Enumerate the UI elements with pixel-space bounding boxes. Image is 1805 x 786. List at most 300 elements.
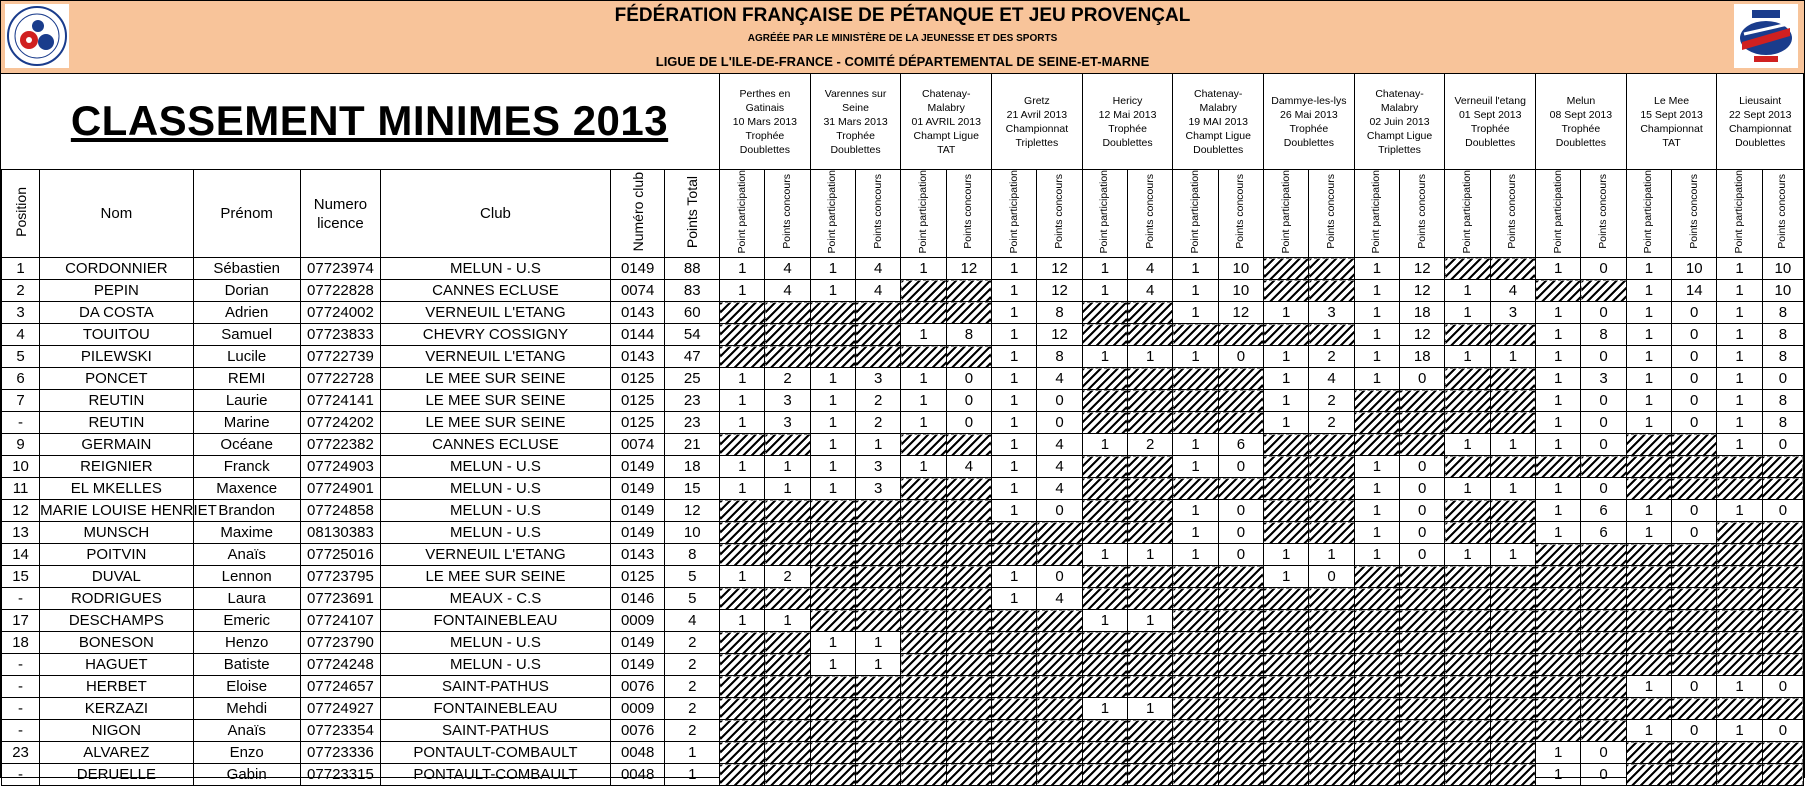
cell-hatched-empty (1128, 720, 1173, 742)
cell-hatched-empty (1309, 456, 1354, 478)
cell-point-participation: 1 (1354, 478, 1399, 500)
cell-hatched-empty (720, 676, 765, 698)
table-row (2, 478, 1804, 500)
cell-hatched-empty (1400, 588, 1445, 610)
cell-prenom: Lucile (193, 346, 300, 368)
cell-hatched-empty (1218, 610, 1263, 632)
cell-nom: HERBET (40, 676, 194, 698)
table-row (2, 500, 1804, 522)
event-header-line: Le Mee (1654, 94, 1690, 107)
cell-licence: 07724657 (300, 676, 380, 698)
cell-hatched-empty (1128, 764, 1173, 786)
cell-hatched-empty (1309, 764, 1354, 786)
table-row (2, 456, 1804, 478)
cell-points-concours: 0 (1400, 500, 1445, 522)
cell-hatched-empty (1490, 676, 1535, 698)
cell-hatched-empty (720, 302, 765, 324)
cell-point-participation: 1 (1082, 258, 1127, 280)
cell-points-concours: 4 (1128, 258, 1173, 280)
cell-hatched-empty (720, 698, 765, 720)
cell-position: - (2, 676, 40, 698)
cell-hatched-empty (765, 302, 810, 324)
cell-hatched-empty (1264, 698, 1309, 720)
cell-position: 3 (2, 302, 40, 324)
cell-hatched-empty (1218, 698, 1263, 720)
cell-hatched-empty (1445, 500, 1490, 522)
cell-points-concours: 10 (1672, 258, 1717, 280)
cell-points-concours: 4 (765, 258, 810, 280)
cell-position: - (2, 720, 40, 742)
cell-points-concours: 0 (1672, 324, 1717, 346)
cell-hatched-empty (1309, 280, 1354, 302)
cell-hatched-empty (1082, 588, 1127, 610)
cell-point-participation: 1 (1354, 500, 1399, 522)
event-header-line: 08 Sept 2013 (1549, 108, 1613, 121)
cell-points-concours: 0 (1400, 456, 1445, 478)
cell-point-participation: 1 (1264, 302, 1309, 324)
event-header (1626, 74, 1717, 170)
cell-club: MELUN - U.S (381, 456, 611, 478)
col-point-participation-label: Point participation (1461, 170, 1474, 254)
cell-hatched-empty (1173, 742, 1218, 764)
event-header (1536, 74, 1627, 170)
cell-club-number: 0146 (610, 588, 665, 610)
cell-points-concours: 1 (1490, 434, 1535, 456)
cell-hatched-empty (946, 654, 991, 676)
cell-hatched-empty (720, 500, 765, 522)
table-row (2, 698, 1804, 720)
cell-club-number: 0149 (610, 522, 665, 544)
cell-hatched-empty (1354, 434, 1399, 456)
cell-hatched-empty (1264, 632, 1309, 654)
cell-hatched-empty (1672, 632, 1717, 654)
cell-prenom: Anaïs (193, 720, 300, 742)
cell-points-concours: 0 (1309, 566, 1354, 588)
event-header (901, 74, 992, 170)
event-header-line: Malabry (927, 101, 965, 114)
cell-points-concours: 12 (1400, 258, 1445, 280)
cell-points-concours: 0 (1400, 478, 1445, 500)
cell-hatched-empty (810, 302, 855, 324)
cell-hatched-empty (1264, 742, 1309, 764)
cell-hatched-empty (1037, 764, 1082, 786)
cell-point-participation: 1 (1082, 698, 1127, 720)
cell-nom: DESCHAMPS (40, 610, 194, 632)
event-header-line: 15 Sept 2013 (1640, 108, 1703, 121)
col-position-label: Position (12, 186, 29, 237)
col-points-concours-label: Points concours (1776, 174, 1789, 250)
cell-hatched-empty (1672, 610, 1717, 632)
cell-licence: 07723790 (300, 632, 380, 654)
cell-hatched-empty (765, 522, 810, 544)
cell-hatched-empty (720, 434, 765, 456)
cell-hatched-empty (901, 676, 946, 698)
cell-point-participation: 1 (1626, 390, 1671, 412)
cell-points-concours: 1 (765, 456, 810, 478)
cell-points-concours: 14 (1672, 280, 1717, 302)
cell-point-participation: 1 (1717, 720, 1762, 742)
cell-hatched-empty (1445, 456, 1490, 478)
cell-point-participation: 1 (1536, 478, 1581, 500)
cell-club-number: 0125 (610, 390, 665, 412)
cell-point-participation: 1 (1626, 346, 1671, 368)
cell-hatched-empty (1445, 764, 1490, 786)
cell-points-total: 25 (665, 368, 720, 390)
cell-points-concours: 0 (1762, 676, 1803, 698)
cell-club-number: 0076 (610, 676, 665, 698)
cell-hatched-empty (1581, 676, 1626, 698)
cell-hatched-empty (1218, 412, 1263, 434)
cell-hatched-empty (1717, 522, 1762, 544)
cell-hatched-empty (1490, 588, 1535, 610)
cell-point-participation: 1 (1173, 346, 1218, 368)
cell-hatched-empty (1581, 566, 1626, 588)
col-points-concours-label: Points concours (871, 174, 884, 250)
ligue-logo-right (1734, 4, 1798, 68)
col-point-participation-label: Point participation (917, 170, 930, 254)
cell-hatched-empty (946, 280, 991, 302)
table-row (2, 654, 1804, 676)
col-points-concours-label: Points concours (1597, 174, 1610, 250)
cell-hatched-empty (1218, 764, 1263, 786)
cell-points-concours: 1 (1490, 346, 1535, 368)
cell-hatched-empty (1218, 654, 1263, 676)
col-licence: Numero licence (300, 170, 380, 258)
col-point-participation-label: Point participation (1642, 170, 1655, 254)
cell-points-concours: 6 (1218, 434, 1263, 456)
cell-hatched-empty (1536, 698, 1581, 720)
cell-point-participation: 1 (1536, 346, 1581, 368)
cell-point-participation: 1 (1717, 258, 1762, 280)
cell-points-total: 2 (665, 654, 720, 676)
cell-points-concours: 4 (1128, 280, 1173, 302)
cell-point-participation: 1 (1717, 324, 1762, 346)
cell-points-concours: 3 (765, 412, 810, 434)
cell-point-participation: 1 (1717, 676, 1762, 698)
cell-point-participation: 1 (992, 302, 1037, 324)
cell-points-concours: 0 (1762, 368, 1803, 390)
col-points-concours (1581, 170, 1626, 258)
cell-hatched-empty (1400, 720, 1445, 742)
cell-hatched-empty (1536, 566, 1581, 588)
event-header-line: Gatinais (745, 101, 785, 114)
table-row (2, 720, 1804, 742)
cell-point-participation: 1 (1536, 368, 1581, 390)
cell-hatched-empty (1445, 324, 1490, 346)
cell-hatched-empty (1400, 412, 1445, 434)
cell-prenom: Laura (193, 588, 300, 610)
cell-nom: EL MKELLES (40, 478, 194, 500)
cell-point-participation: 1 (1173, 302, 1218, 324)
cell-points-total: 21 (665, 434, 720, 456)
cell-hatched-empty (1490, 742, 1535, 764)
cell-hatched-empty (992, 676, 1037, 698)
table-row (2, 588, 1804, 610)
cell-point-participation: 1 (901, 324, 946, 346)
table-row (2, 742, 1804, 764)
cell-hatched-empty (1762, 478, 1803, 500)
cell-club: LE MEE SUR SEINE (381, 412, 611, 434)
event-header-line: Melun (1566, 94, 1596, 107)
cell-hatched-empty (720, 632, 765, 654)
cell-hatched-empty (1264, 500, 1309, 522)
cell-hatched-empty (1626, 434, 1671, 456)
cell-points-total: 60 (665, 302, 720, 324)
cell-point-participation: 1 (901, 390, 946, 412)
cell-hatched-empty (1626, 566, 1671, 588)
cell-hatched-empty (1581, 654, 1626, 676)
cell-point-participation: 1 (992, 324, 1037, 346)
cell-point-participation: 1 (1173, 434, 1218, 456)
cell-club: MELUN - U.S (381, 478, 611, 500)
event-header-line: Perthes en (739, 87, 791, 100)
table-row (2, 280, 1804, 302)
cell-hatched-empty (1762, 654, 1803, 676)
cell-hatched-empty (1445, 522, 1490, 544)
cell-hatched-empty (765, 434, 810, 456)
cell-hatched-empty (1128, 456, 1173, 478)
cell-club-number: 0048 (610, 742, 665, 764)
cell-point-participation: 1 (1717, 500, 1762, 522)
cell-hatched-empty (1173, 610, 1218, 632)
cell-licence: 07723795 (300, 566, 380, 588)
cell-hatched-empty (1173, 720, 1218, 742)
cell-points-concours: 1 (856, 434, 901, 456)
cell-points-concours: 0 (1762, 720, 1803, 742)
cell-hatched-empty (901, 720, 946, 742)
cell-club-number: 0149 (610, 258, 665, 280)
cell-points-concours: 8 (1037, 302, 1082, 324)
cell-hatched-empty (1218, 720, 1263, 742)
cell-position: 14 (2, 544, 40, 566)
cell-points-concours: 8 (946, 324, 991, 346)
cell-points-concours: 0 (1672, 390, 1717, 412)
cell-hatched-empty (810, 588, 855, 610)
cell-point-participation: 1 (720, 390, 765, 412)
cell-hatched-empty (1354, 720, 1399, 742)
event-header-line: Doublettes (1555, 136, 1606, 149)
cell-points-total: 47 (665, 346, 720, 368)
cell-hatched-empty (1309, 478, 1354, 500)
cell-hatched-empty (810, 676, 855, 698)
cell-hatched-empty (1717, 742, 1762, 764)
cell-points-total: 8 (665, 544, 720, 566)
cell-club: LE MEE SUR SEINE (381, 368, 611, 390)
cell-point-participation: 1 (992, 368, 1037, 390)
cell-nom: GERMAIN (40, 434, 194, 456)
cell-hatched-empty (810, 500, 855, 522)
cell-nom: BONESON (40, 632, 194, 654)
cell-hatched-empty (946, 434, 991, 456)
cell-hatched-empty (946, 588, 991, 610)
cell-points-total: 1 (665, 742, 720, 764)
cell-points-concours: 12 (1037, 280, 1082, 302)
cell-hatched-empty (1309, 676, 1354, 698)
cell-club: CANNES ECLUSE (381, 280, 611, 302)
cell-point-participation: 1 (1354, 324, 1399, 346)
cell-points-concours: 1 (856, 654, 901, 676)
cell-hatched-empty (720, 654, 765, 676)
col-points-concours-label: Points concours (1234, 174, 1247, 250)
cell-points-concours: 0 (1218, 544, 1263, 566)
cell-position: - (2, 698, 40, 720)
cell-hatched-empty (1717, 698, 1762, 720)
cell-prenom: Batiste (193, 654, 300, 676)
col-club: Club (381, 170, 611, 258)
cell-licence: 07724248 (300, 654, 380, 676)
cell-hatched-empty (1717, 456, 1762, 478)
col-points-concours-label: Points concours (1506, 174, 1519, 250)
cell-point-participation: 1 (1626, 302, 1671, 324)
cell-points-concours: 0 (1218, 500, 1263, 522)
col-points-total-label: Points Total (684, 175, 701, 248)
col-position (2, 170, 40, 258)
cell-point-participation: 1 (1445, 478, 1490, 500)
col-point-participation-label: Point participation (1189, 170, 1202, 254)
cell-hatched-empty (1264, 280, 1309, 302)
cell-hatched-empty (1128, 566, 1173, 588)
cell-point-participation: 1 (1536, 522, 1581, 544)
event-header-line: Doublettes (1102, 136, 1153, 149)
cell-prenom: Brandon (193, 500, 300, 522)
cell-hatched-empty (1082, 456, 1127, 478)
cell-prenom: Samuel (193, 324, 300, 346)
cell-club-number: 0074 (610, 280, 665, 302)
event-header (1082, 74, 1173, 170)
cell-points-concours: 0 (1672, 368, 1717, 390)
cell-point-participation: 1 (1445, 434, 1490, 456)
cell-hatched-empty (1128, 654, 1173, 676)
cell-club-number: 0143 (610, 544, 665, 566)
cell-hatched-empty (1309, 654, 1354, 676)
event-header-line: Doublettes (739, 143, 790, 156)
cell-hatched-empty (1082, 742, 1127, 764)
event-header-line: 22 Sept 2013 (1728, 108, 1792, 121)
cell-hatched-empty (1672, 698, 1717, 720)
cell-point-participation: 1 (1354, 456, 1399, 478)
cell-hatched-empty (1400, 434, 1445, 456)
cell-club: LE MEE SUR SEINE (381, 390, 611, 412)
cell-hatched-empty (1400, 764, 1445, 786)
cell-points-concours: 0 (1581, 412, 1626, 434)
cell-point-participation: 1 (1445, 302, 1490, 324)
event-header-line: 01 AVRIL 2013 (911, 115, 981, 128)
col-point-participation-label: Point participation (1007, 170, 1020, 254)
cell-hatched-empty (1717, 478, 1762, 500)
table-row (2, 346, 1804, 368)
cell-hatched-empty (856, 544, 901, 566)
cell-points-concours: 4 (856, 258, 901, 280)
cell-points-concours: 2 (1128, 434, 1173, 456)
cell-hatched-empty (901, 654, 946, 676)
cell-hatched-empty (946, 302, 991, 324)
cell-hatched-empty (1082, 632, 1127, 654)
col-points-concours-label: Points concours (1415, 174, 1428, 250)
cell-hatched-empty (1672, 434, 1717, 456)
cell-point-participation: 1 (1082, 434, 1127, 456)
cell-points-concours: 10 (1218, 280, 1263, 302)
cell-points-concours: 2 (856, 412, 901, 434)
event-header-line: TAT (1662, 136, 1681, 149)
col-points-total (665, 170, 720, 258)
cell-hatched-empty (1128, 390, 1173, 412)
col-point-participation (1264, 170, 1309, 258)
cell-hatched-empty (1536, 676, 1581, 698)
cell-club-number: 0125 (610, 368, 665, 390)
cell-club-number: 0143 (610, 302, 665, 324)
event-header-line: Varennes sur (824, 87, 887, 100)
cell-hatched-empty (1400, 676, 1445, 698)
cell-hatched-empty (1264, 258, 1309, 280)
cell-points-concours: 12 (946, 258, 991, 280)
cell-hatched-empty (1445, 566, 1490, 588)
cell-licence: 08130383 (300, 522, 380, 544)
cell-club-number: 0125 (610, 412, 665, 434)
cell-club: SAINT-PATHUS (381, 676, 611, 698)
event-header-line: Triplettes (1378, 143, 1421, 156)
cell-points-concours: 4 (1037, 588, 1082, 610)
cell-club: MELUN - U.S (381, 654, 611, 676)
cell-hatched-empty (1445, 676, 1490, 698)
cell-hatched-empty (856, 698, 901, 720)
cell-position: - (2, 654, 40, 676)
cell-hatched-empty (1490, 258, 1535, 280)
col-points-concours (1672, 170, 1717, 258)
cell-points-concours: 6 (1581, 500, 1626, 522)
cell-nom: PILEWSKI (40, 346, 194, 368)
cell-points-concours: 4 (856, 280, 901, 302)
cell-hatched-empty (1309, 610, 1354, 632)
col-club-number (610, 170, 665, 258)
cell-hatched-empty (901, 742, 946, 764)
cell-hatched-empty (810, 566, 855, 588)
cell-points-concours: 4 (1309, 368, 1354, 390)
cell-point-participation: 1 (1536, 324, 1581, 346)
cell-hatched-empty (1536, 610, 1581, 632)
cell-point-participation: 1 (992, 478, 1037, 500)
col-point-participation-label: Point participation (1733, 170, 1746, 254)
cell-hatched-empty (1128, 676, 1173, 698)
cell-hatched-empty (1445, 610, 1490, 632)
cell-points-concours: 0 (1581, 258, 1626, 280)
table-row (2, 302, 1804, 324)
cell-points-concours: 2 (765, 566, 810, 588)
event-header-line: Trophée (1289, 122, 1329, 135)
cell-nom: DUVAL (40, 566, 194, 588)
cell-hatched-empty (1218, 368, 1263, 390)
cell-licence: 07723315 (300, 764, 380, 786)
cell-club: MELUN - U.S (381, 632, 611, 654)
cell-point-participation: 1 (1626, 720, 1671, 742)
cell-points-concours: 8 (1762, 390, 1803, 412)
cell-points-concours: 4 (1037, 456, 1082, 478)
cell-hatched-empty (1082, 368, 1127, 390)
cell-points-total: 54 (665, 324, 720, 346)
cell-hatched-empty (1128, 632, 1173, 654)
cell-hatched-empty (1354, 610, 1399, 632)
event-header-line: Doublettes (1283, 136, 1334, 149)
cell-hatched-empty (1218, 390, 1263, 412)
cell-point-participation: 1 (1626, 676, 1671, 698)
cell-hatched-empty (1309, 500, 1354, 522)
cell-nom: ALVAREZ (40, 742, 194, 764)
cell-points-total: 88 (665, 258, 720, 280)
cell-hatched-empty (1445, 698, 1490, 720)
cell-hatched-empty (1717, 632, 1762, 654)
cell-nom: DA COSTA (40, 302, 194, 324)
event-header-line: Chatenay- (922, 87, 971, 100)
cell-hatched-empty (810, 522, 855, 544)
